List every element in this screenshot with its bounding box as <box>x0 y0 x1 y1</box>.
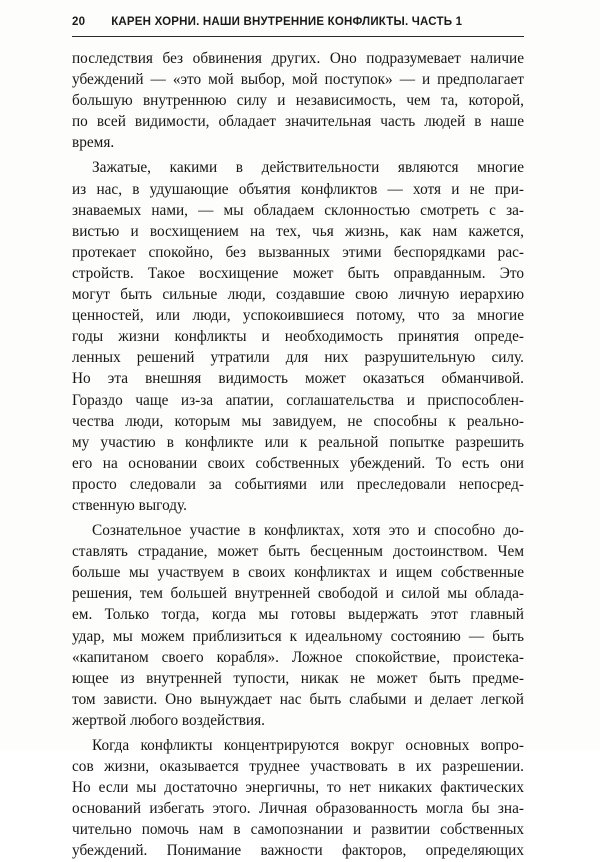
text-line: том зависти. Оно вынуждает нас быть слабыми и делает легкой <box>72 690 524 708</box>
text-line: «капитаном своего корабля». Ложное спокойствие, проистека- <box>72 648 524 666</box>
text-line: решения, тем большей внутренней свободой и силой мы облада- <box>72 585 524 603</box>
header-rule <box>72 36 524 37</box>
text-line: Когда конфликты концентрируются вокруг основных вопро- <box>92 737 524 754</box>
text-line: му участию в конфликте или к реальной попытке разрешить <box>72 433 524 451</box>
text-line: ющее из внутренней тупости, никак не может быть предме- <box>72 669 524 687</box>
text-line: время. <box>72 134 115 152</box>
text-line: убеждений — «это мой выбор, мой поступок» — и предполагает <box>72 71 524 89</box>
text-line: Но эта внешняя видимость может оказаться обманчивой. <box>72 370 524 388</box>
text-line: оснований избегать этого. Личная образованность могла бы зна- <box>72 800 524 818</box>
paragraph <box>72 157 524 516</box>
text-line: большую внутреннюю силу и независимость, чем та, которой, <box>72 92 524 110</box>
text-line: могут быть сильные люди, создавшие свою личную иерархию <box>72 286 524 304</box>
text-line: протекает спокойно, без вызванных этими беспорядками рас- <box>72 243 524 261</box>
text-line: Гораздо чаще из-за апатии, соглашательства и приспособлен- <box>72 391 524 409</box>
text-line: Зажатые, какими в действительности являются многие <box>92 159 524 177</box>
text-line: удар, мы можем приблизиться к идеальному состоянию — быть <box>72 627 524 645</box>
body-text <box>72 48 524 862</box>
text-line: ставлять страдание, может быть бесценным достоинством. Чем <box>72 543 524 561</box>
text-line: по всей видимости, обладает значительная часть людей в наше <box>72 113 524 131</box>
paragraph <box>72 520 524 731</box>
running-header <box>72 16 524 34</box>
text-line: его на основании своих собственных убеждений. То есть они <box>72 454 524 472</box>
text-line: просто следовали за событиями или преследовали непосред- <box>72 475 524 493</box>
text-line: чества люди, которым мы завидуем, не способны к реально- <box>72 412 524 430</box>
text-line: вистью и восхищением на тех, чья жизнь, как нам кажется, <box>72 222 524 240</box>
text-line: ем. Только тогда, когда мы готовы выдержать этот главный <box>72 606 524 624</box>
text-line: убеждений. Понимание важности факторов, определяющих <box>72 842 524 860</box>
paragraph <box>72 735 524 862</box>
text-line: стройств. Такое восхищение может быть оправданным. Это <box>72 264 524 282</box>
text-line: знаваемых нами, — мы обладаем склонностью смотреть с за- <box>72 201 524 219</box>
text-line: Сознательное участие в конфликтах, хотя это и способно до- <box>92 522 524 540</box>
text-line: сов жизни, оказывается труднее участвовать в их разрешении. <box>72 758 524 776</box>
paragraph <box>72 48 524 153</box>
text-line: чительно помочь нам в самопознании и развитии собственных <box>72 821 524 839</box>
running-title: КАРЕН ХОРНИ. НАШИ ВНУТРЕННИЕ КОНФЛИКТЫ. ЧАСТЬ 1 <box>111 16 463 28</box>
text-line: годы жизни конфликты и необходимость принятия опреде- <box>72 328 524 346</box>
text-line: ленных решений утратили для них разрушительную силу. <box>72 349 524 367</box>
text-line: Но если мы достаточно энергичны, то нет никаких фактических <box>72 779 524 797</box>
text-line: ственную выгоду. <box>72 496 187 514</box>
text-line: больше мы участвуем в своих конфликтах и ищем собственные <box>72 564 524 582</box>
page-number: 20 <box>72 16 86 28</box>
text-line: жертвой любого воздействия. <box>72 711 265 729</box>
text-line: последствия без обвинения других. Оно подразумевает наличие <box>72 50 524 67</box>
text-line: из нас, в удушающие объятия конфликтов — хотя и не при- <box>72 180 524 198</box>
text-line: ценностей, или люди, успокоившиеся потому, что за многие <box>72 307 524 325</box>
